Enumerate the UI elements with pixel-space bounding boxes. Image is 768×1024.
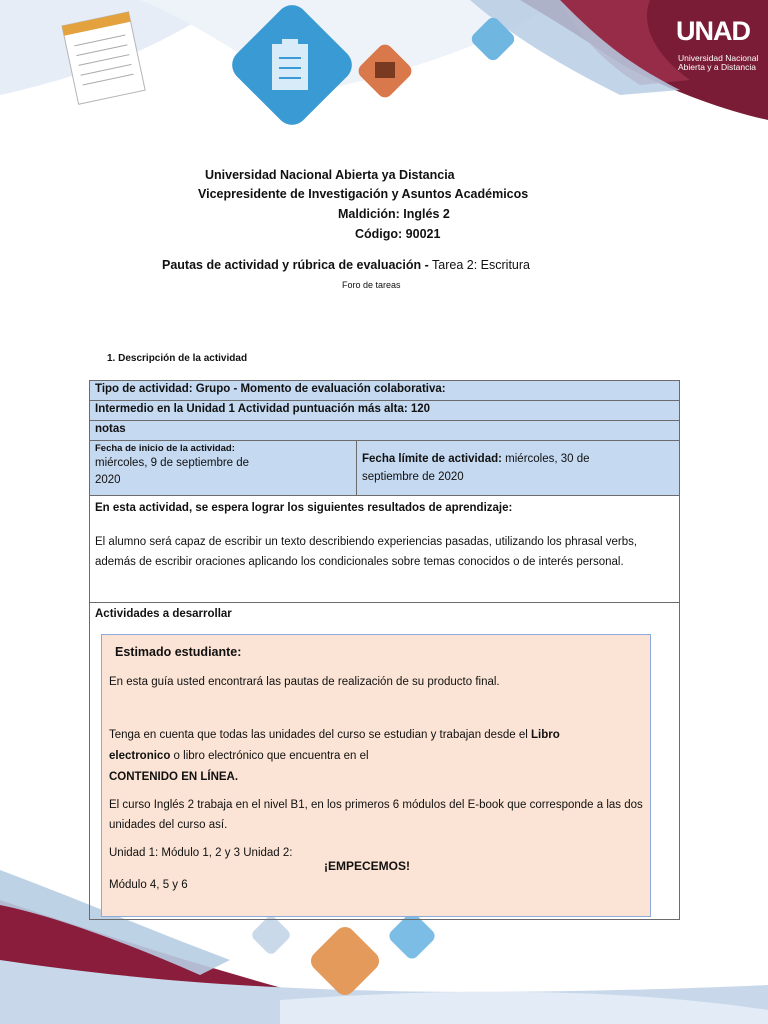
note-p2-text: Tenga en cuenta que todas las unidades del curso se estudian y trabajan desde el [109,729,531,741]
logo-sub-line-1: Universidad Nacional [678,53,759,63]
end-date-cell [357,441,680,496]
light-tile-icon [250,914,292,956]
table-row [90,496,680,603]
end-date-line-1 [362,450,674,468]
note-cta: ¡EMPECEMOS! [324,859,411,873]
unad-logo [676,8,766,78]
note-paragraph-5: Módulo 4, 5 y 6 [109,879,188,891]
logo-subtitle [678,54,758,72]
activity-notes: notas [90,421,680,441]
note-greeting: Estimado estudiante: [115,645,242,659]
outcomes-cell [90,496,680,603]
logo-word: UNAD [676,16,750,46]
university-name: Universidad Nacional Abierta ya Distancia [205,168,455,182]
orange-tile-icon [307,923,383,999]
note-p2-online-content: CONTENIDO EN LÍNEA. [109,771,239,783]
course-name: Maldición: Inglés 2 [338,207,450,221]
end-date-line-2: septiembre de 2020 [362,471,464,483]
note-paragraph-4: Unidad 1: Módulo 1, 2 y 3 Unidad 2: [109,847,293,859]
activities-title: Actividades a desarrollar [95,608,232,620]
note-paragraph-3: El curso Inglés 2 trabaja en el nivel B1, en los primeros 6 módulos del E-book que corresponde a las dos unidades del curso así. [109,799,643,831]
course-code: Código: 90021 [355,227,441,241]
end-date-value: miércoles, 30 de [501,453,590,465]
activity-score: Intermedio en la Unidad 1 Actividad puntuación más alta: 120 [90,401,680,421]
note-p2-rest: o libro electrónico que encuentra en el [170,750,369,762]
table-row [90,441,680,496]
document-subtitle: Foro de tareas [342,280,401,290]
title-normal: Tarea 2: Escritura [428,258,530,272]
activity-type: Tipo de actividad: Grupo - Momento de evaluación colaborativa: [90,381,680,401]
table-row [90,381,680,401]
note-p2-book: Libro [530,729,560,741]
student-note-box [101,634,651,917]
start-date-cell [90,441,357,496]
vice-presidency: Vicepresidente de Investigación y Asuntos Académicos [198,187,529,201]
section-heading: 1. Descripción de la actividad [107,353,248,364]
table-row [90,421,680,441]
note-paragraph-2 [109,725,644,788]
start-date-value: miércoles, 9 de septiembre de [95,457,250,469]
start-date-label: Fecha de inicio de la actividad: [95,443,235,454]
outcomes-text: El alumno será capaz de escribir un texto describiendo experiencias pasadas, utilizando los phrasal verbs, además de escribir oraciones aplicando los condicionales sobre temas conocidos o de interés personal. [95,536,638,568]
table-row [90,401,680,421]
note-p2-electronic: electronico [109,750,171,762]
title-bold: Pautas de actividad y rúbrica de evaluación - [162,258,429,272]
logo-sub-line-2: Abierta y a Distancia [678,62,756,72]
outcomes-title: En esta actividad, se espera lograr los siguientes resultados de aprendizaje: [95,502,513,514]
document-title [162,258,530,272]
note-paragraph-1: En esta guía usted encontrará las pautas de realización de su producto final. [109,676,500,688]
start-date-year: 2020 [95,474,121,486]
end-date-label: Fecha límite de actividad: [362,453,502,465]
